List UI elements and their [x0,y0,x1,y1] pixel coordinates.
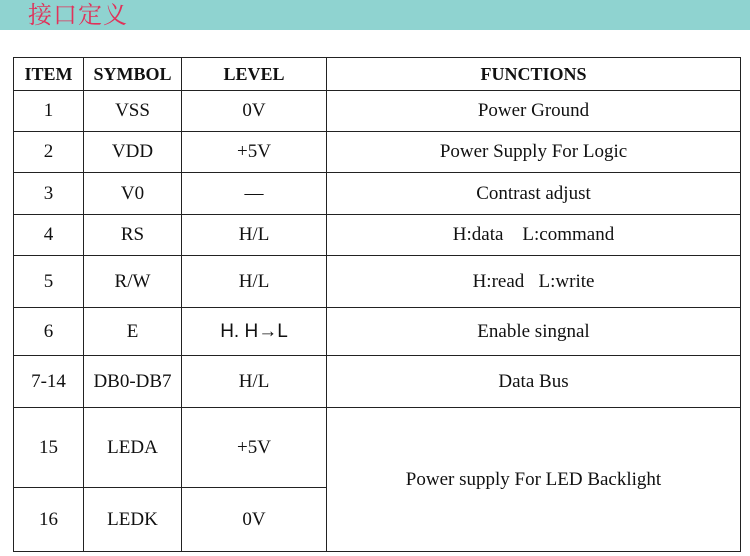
title-banner [0,0,750,30]
header-symbol: SYMBOL [84,58,182,91]
table-row [14,308,741,356]
table-row [14,91,741,132]
cell-item: 6 [14,308,84,356]
cell-symbol: R/W [84,256,182,308]
cell-function: Contrast adjust [327,173,741,215]
cell-item: 15 [14,408,84,488]
cell-item: 16 [14,488,84,552]
cell-function: Enable singnal [327,308,741,356]
cell-level: H. H→L [182,308,327,356]
cell-level: +5V [182,132,327,173]
cell-function: Power Supply For Logic [327,132,741,173]
cell-function-merged: Power supply For LED Backlight [327,408,741,552]
cell-function: H:read L:write [327,256,741,308]
cell-item: 2 [14,132,84,173]
cell-function: Data Bus [327,356,741,408]
cell-level: H/L [182,215,327,256]
cell-level: +5V [182,408,327,488]
cell-item: 3 [14,173,84,215]
cell-symbol: RS [84,215,182,256]
table-header-row [14,58,741,91]
cell-function: Power Ground [327,91,741,132]
cell-level: — [182,173,327,215]
table-row [14,256,741,308]
cell-item: 1 [14,91,84,132]
table-row [14,132,741,173]
table-row [14,408,741,488]
cell-symbol: V0 [84,173,182,215]
cell-item: 5 [14,256,84,308]
header-functions: FUNCTIONS [327,58,741,91]
pin-definition-table [13,57,741,552]
cell-symbol: LEDA [84,408,182,488]
cell-symbol: DB0-DB7 [84,356,182,408]
cell-item: 7-14 [14,356,84,408]
cell-level: 0V [182,91,327,132]
table-row [14,356,741,408]
cell-symbol: VDD [84,132,182,173]
cell-function: H:data L:command [327,215,741,256]
header-level: LEVEL [182,58,327,91]
cell-item: 4 [14,215,84,256]
cell-symbol: E [84,308,182,356]
page-title: 接口定义 [28,1,128,29]
cell-level: H/L [182,256,327,308]
table-row [14,173,741,215]
cell-symbol: LEDK [84,488,182,552]
table-row [14,215,741,256]
header-item: ITEM [14,58,84,91]
cell-level: H/L [182,356,327,408]
cell-symbol: VSS [84,91,182,132]
cell-level: 0V [182,488,327,552]
